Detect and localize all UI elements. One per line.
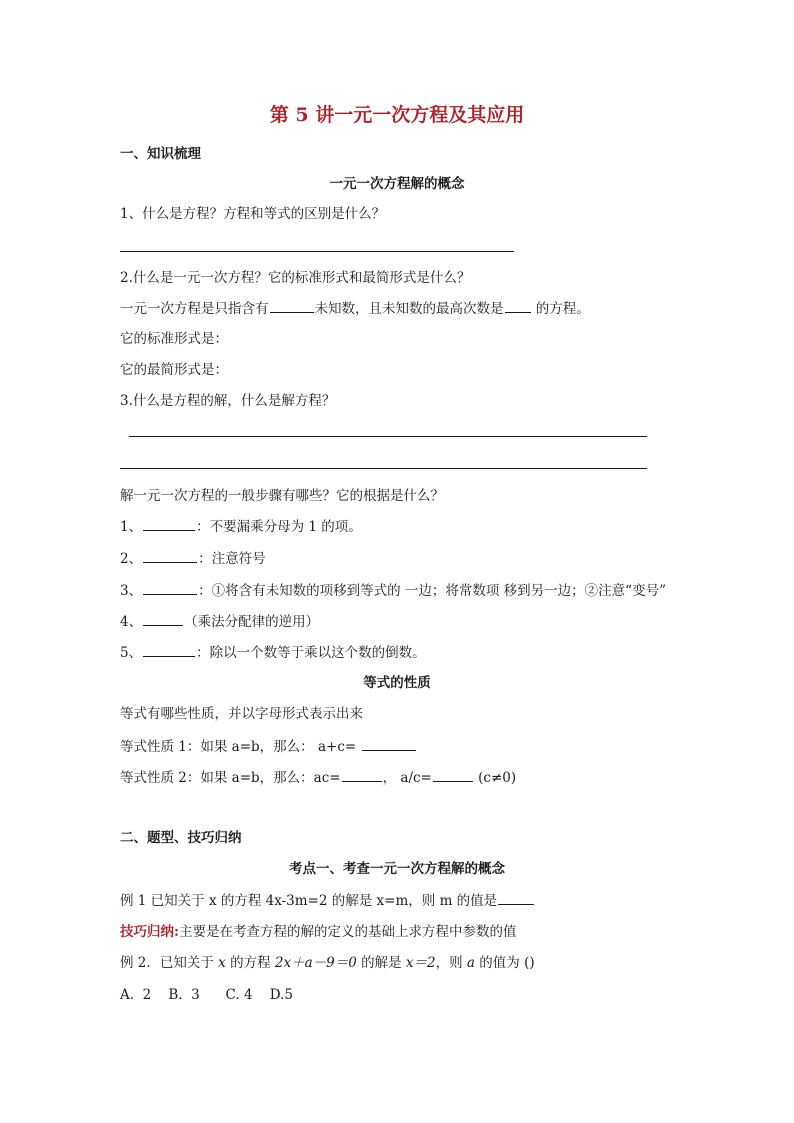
step-2: [120, 548, 266, 569]
example-2-text-a: 例 2．已知关于: [120, 955, 219, 971]
step-1-text: ：不要漏乘分母为 1 的项。: [196, 519, 362, 535]
question-1: 1、什么是方程？方程和等式的区别是什么？: [120, 206, 386, 222]
step-4-blank: [143, 611, 183, 626]
step-1: [120, 516, 362, 537]
question-2: 2.什么是一元一次方程？它的标准形式和最简形式是什么？: [120, 270, 471, 286]
step-4: [120, 611, 319, 632]
steps-question: 解一元一次方程的一般步骤有哪些？它的根据是什么？: [120, 488, 444, 504]
answer-options: A. 2 B. 3 C. 4 D.5: [120, 987, 293, 1003]
step-3-number: 3、: [120, 583, 143, 599]
example-2: [120, 953, 535, 973]
example-1-blank: [498, 890, 534, 905]
definition-part-b: 未知数，且未知数的最高次数是: [314, 301, 504, 317]
step-4-text: （乘法分配律的逆用）: [184, 614, 320, 630]
property-1-blank: [362, 736, 416, 751]
step-2-blank: [143, 548, 197, 563]
step-5: [120, 642, 426, 663]
example-2-text-c: 的解是: [356, 955, 406, 971]
subheading-solution-concept: 一元一次方程解的概念: [329, 176, 465, 192]
property-1: [120, 736, 417, 757]
property-2-blank-a-over-c: [433, 767, 473, 782]
page-title: 第 5 讲一元一次方程及其应用: [269, 104, 525, 126]
example-2-var-x: x: [218, 955, 226, 971]
definition-part-c: 的方程。: [531, 301, 590, 317]
tip-label: 技巧归纳:: [120, 924, 179, 940]
step-1-number: 1、: [120, 519, 143, 535]
definition-line: [120, 298, 590, 319]
property-2-text-c: (c≠0): [473, 770, 517, 786]
example-2-text-d: ，则: [435, 955, 467, 971]
step-1-blank: [143, 516, 195, 531]
tip-line: [120, 922, 516, 942]
answer-line-3: [120, 468, 647, 469]
step-3: [120, 580, 666, 601]
step-5-blank: [143, 642, 195, 657]
simplest-form: 它的最简形式是：: [120, 362, 228, 378]
subheading-point-1: 考点一、考查一元一次方程解的概念: [289, 861, 505, 877]
definition-part-a: 一元一次方程是只指含有: [120, 301, 269, 317]
property-1-text: 等式性质 1：如果 a=b，那么： a+c=: [120, 739, 361, 755]
blank-highest-degree: [505, 298, 531, 313]
example-2-var-a: a: [466, 955, 475, 971]
step-2-text: ：注意符号: [198, 551, 266, 567]
step-5-text: ：除以一个数等于乘以这个数的倒数。: [196, 645, 426, 661]
example-2-text-e: 的值为 (): [474, 955, 535, 971]
answer-line-1: [120, 251, 514, 252]
answer-line-2: [129, 436, 647, 437]
section2-heading: 二、题型、技巧归纳: [120, 830, 242, 846]
step-3-blank: [143, 580, 197, 595]
blank-unknown-count: [270, 298, 314, 313]
section1-heading: 一、知识梳理: [120, 146, 201, 162]
question-3: 3.什么是方程的解，什么是解方程？: [120, 393, 336, 409]
property-2: [120, 767, 516, 788]
property-2-blank-ac: [342, 767, 382, 782]
example-1-text: 例 1 已知关于 x 的方程 4x-3m=2 的解是 x=m，则 m 的值是: [120, 893, 498, 909]
example-2-equation: 2x＋a－9＝0: [274, 955, 357, 971]
example-2-text-b: 的方程: [225, 955, 275, 971]
step-2-number: 2、: [120, 551, 143, 567]
step-4-number: 4、: [120, 614, 143, 630]
step-5-number: 5、: [120, 645, 143, 661]
properties-question: 等式有哪些性质，并以字母形式表示出来: [120, 706, 363, 722]
subheading-equality-properties: 等式的性质: [363, 675, 431, 691]
step-3-text: ：①将含有未知数的项移到等式的 一边；将常数项 移到另一边；②注意“变号”: [198, 583, 666, 599]
example-1: [120, 890, 535, 911]
tip-text: 主要是在考查方程的解的定义的基础上求方程中参数的值: [178, 924, 517, 940]
property-2-text-b: ， a/c=: [382, 770, 432, 786]
property-2-text-a: 等式性质 2：如果 a=b，那么：ac=: [120, 770, 341, 786]
standard-form: 它的标准形式是：: [120, 331, 228, 347]
example-2-solution: x＝2: [405, 955, 436, 971]
